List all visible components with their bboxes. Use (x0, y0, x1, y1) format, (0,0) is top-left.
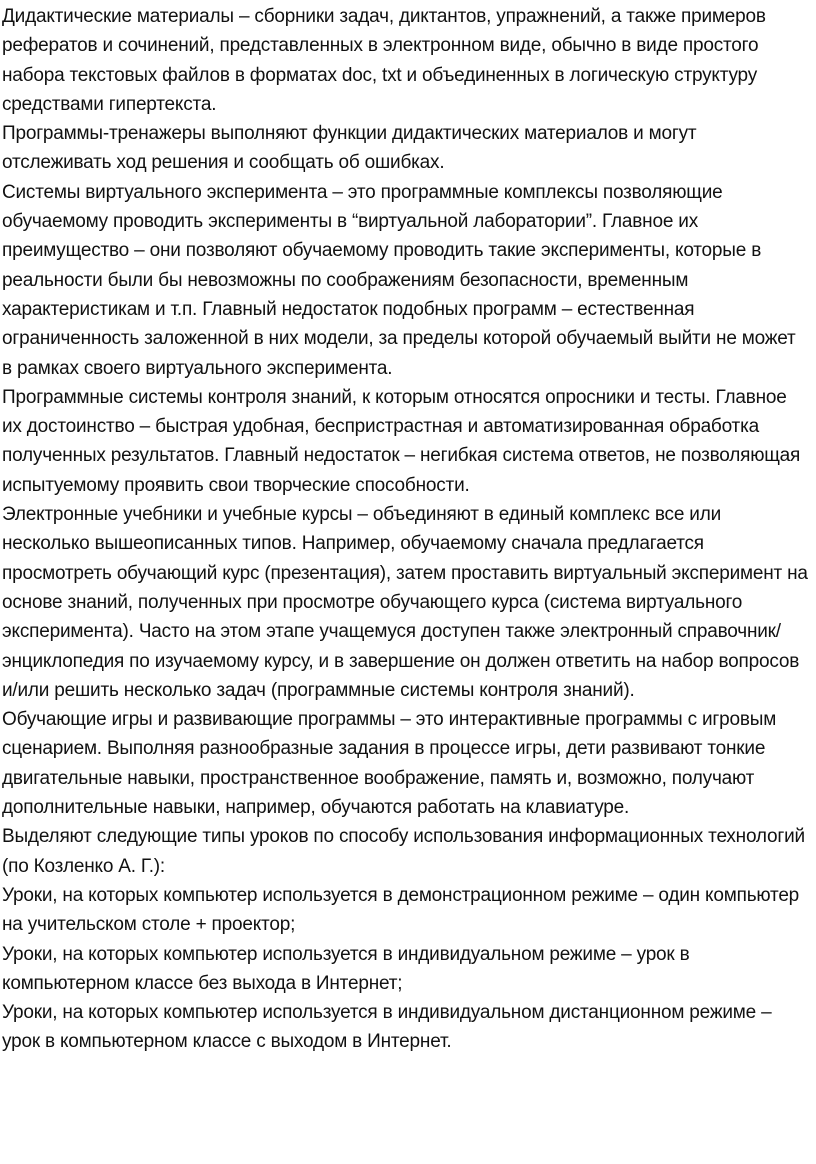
paragraph-didactic-materials: Дидактические материалы – сборники задач, диктантов, упражнений, а также примеров рефератов и сочинений, представленных в электронном виде, обычно в виде простого набора текстовых файлов в форматах doc, txt и объединенных в логическую структуру средствами гипертекста. (2, 6, 766, 115)
paragraph-virtual-experiment: Системы виртуального эксперимента – это программные комплексы позволяющие обучаемому проводить эксперименты в “виртуальной лаборатории”. Главное их преимущество – они позволяют обучаемому проводить такие эксперименты, которые в реальности были бы невозможны по соображениям безопасности, временным характеристикам и т.п. Главный недостаток подобных программ – естественная ограниченность заложенной в них модели, за пределы которой обучаемый выйти не может в рамках своего виртуального эксперимента. (2, 181, 796, 379)
paragraph-lesson-demo-mode: Уроки, на которых компьютер используется в демонстрационном режиме – один компьютер на учительском столе + проектор; (2, 884, 800, 936)
paragraph-electronic-textbooks: Электронные учебники и учебные курсы – объединяют в единый комплекс все или несколько вышеописанных типов. Например, обучаемому сначала предлагается просмотреть обучающий курс (презентация), затем проставить виртуальный эксперимент на основе знаний, полученных при просмотре обучающего курса (система виртуального эксперимента). Часто на этом этапе учащемуся доступен также электронный справочник/энциклопедия по изучаемому курсу, и в завершение он должен ответить на набор вопросов и/или решить несколько задач (программные системы контроля знаний). (2, 504, 808, 701)
paragraph-educational-games: Обучающие игры и развивающие программы – это интерактивные программы с игровым сценарием. Выполняя разнообразные задания в процессе игры, дети развивают тонкие двигательные навыки, пространственное воображение, память и, возможно, получают дополнительные навыки, например, обучаются работать на клавиатуре. (2, 709, 777, 819)
paragraph-lesson-individual-mode: Уроки, на которых компьютер используется в индивидуальном режиме – урок в компьютерном классе без выхода в Интернет; (2, 943, 690, 994)
paragraph-training-programs: Программы-тренажеры выполняют функции дидактических материалов и могут отслеживать ход решения и сообщать об ошибках. (2, 123, 697, 174)
paragraph-knowledge-control: Программные системы контроля знаний, к которым относятся опросники и тесты. Главное их достоинство – быстрая удобная, беспристрастная и автоматизированная обработка полученных результатов. Главный недостаток – негибкая система ответов, не позволяющая испытуемому проявить свои творческие способности. (2, 386, 801, 496)
paragraph-lesson-types-intro: Выделяют следующие типы уроков по способу использования информационных технологий (по Козленко А. Г.): (2, 826, 805, 877)
paragraph-lesson-remote-mode: Уроки, на которых компьютер используется в индивидуальном дистанционном режиме – урок в компьютерном классе с выходом в Интернет. (2, 1002, 772, 1053)
